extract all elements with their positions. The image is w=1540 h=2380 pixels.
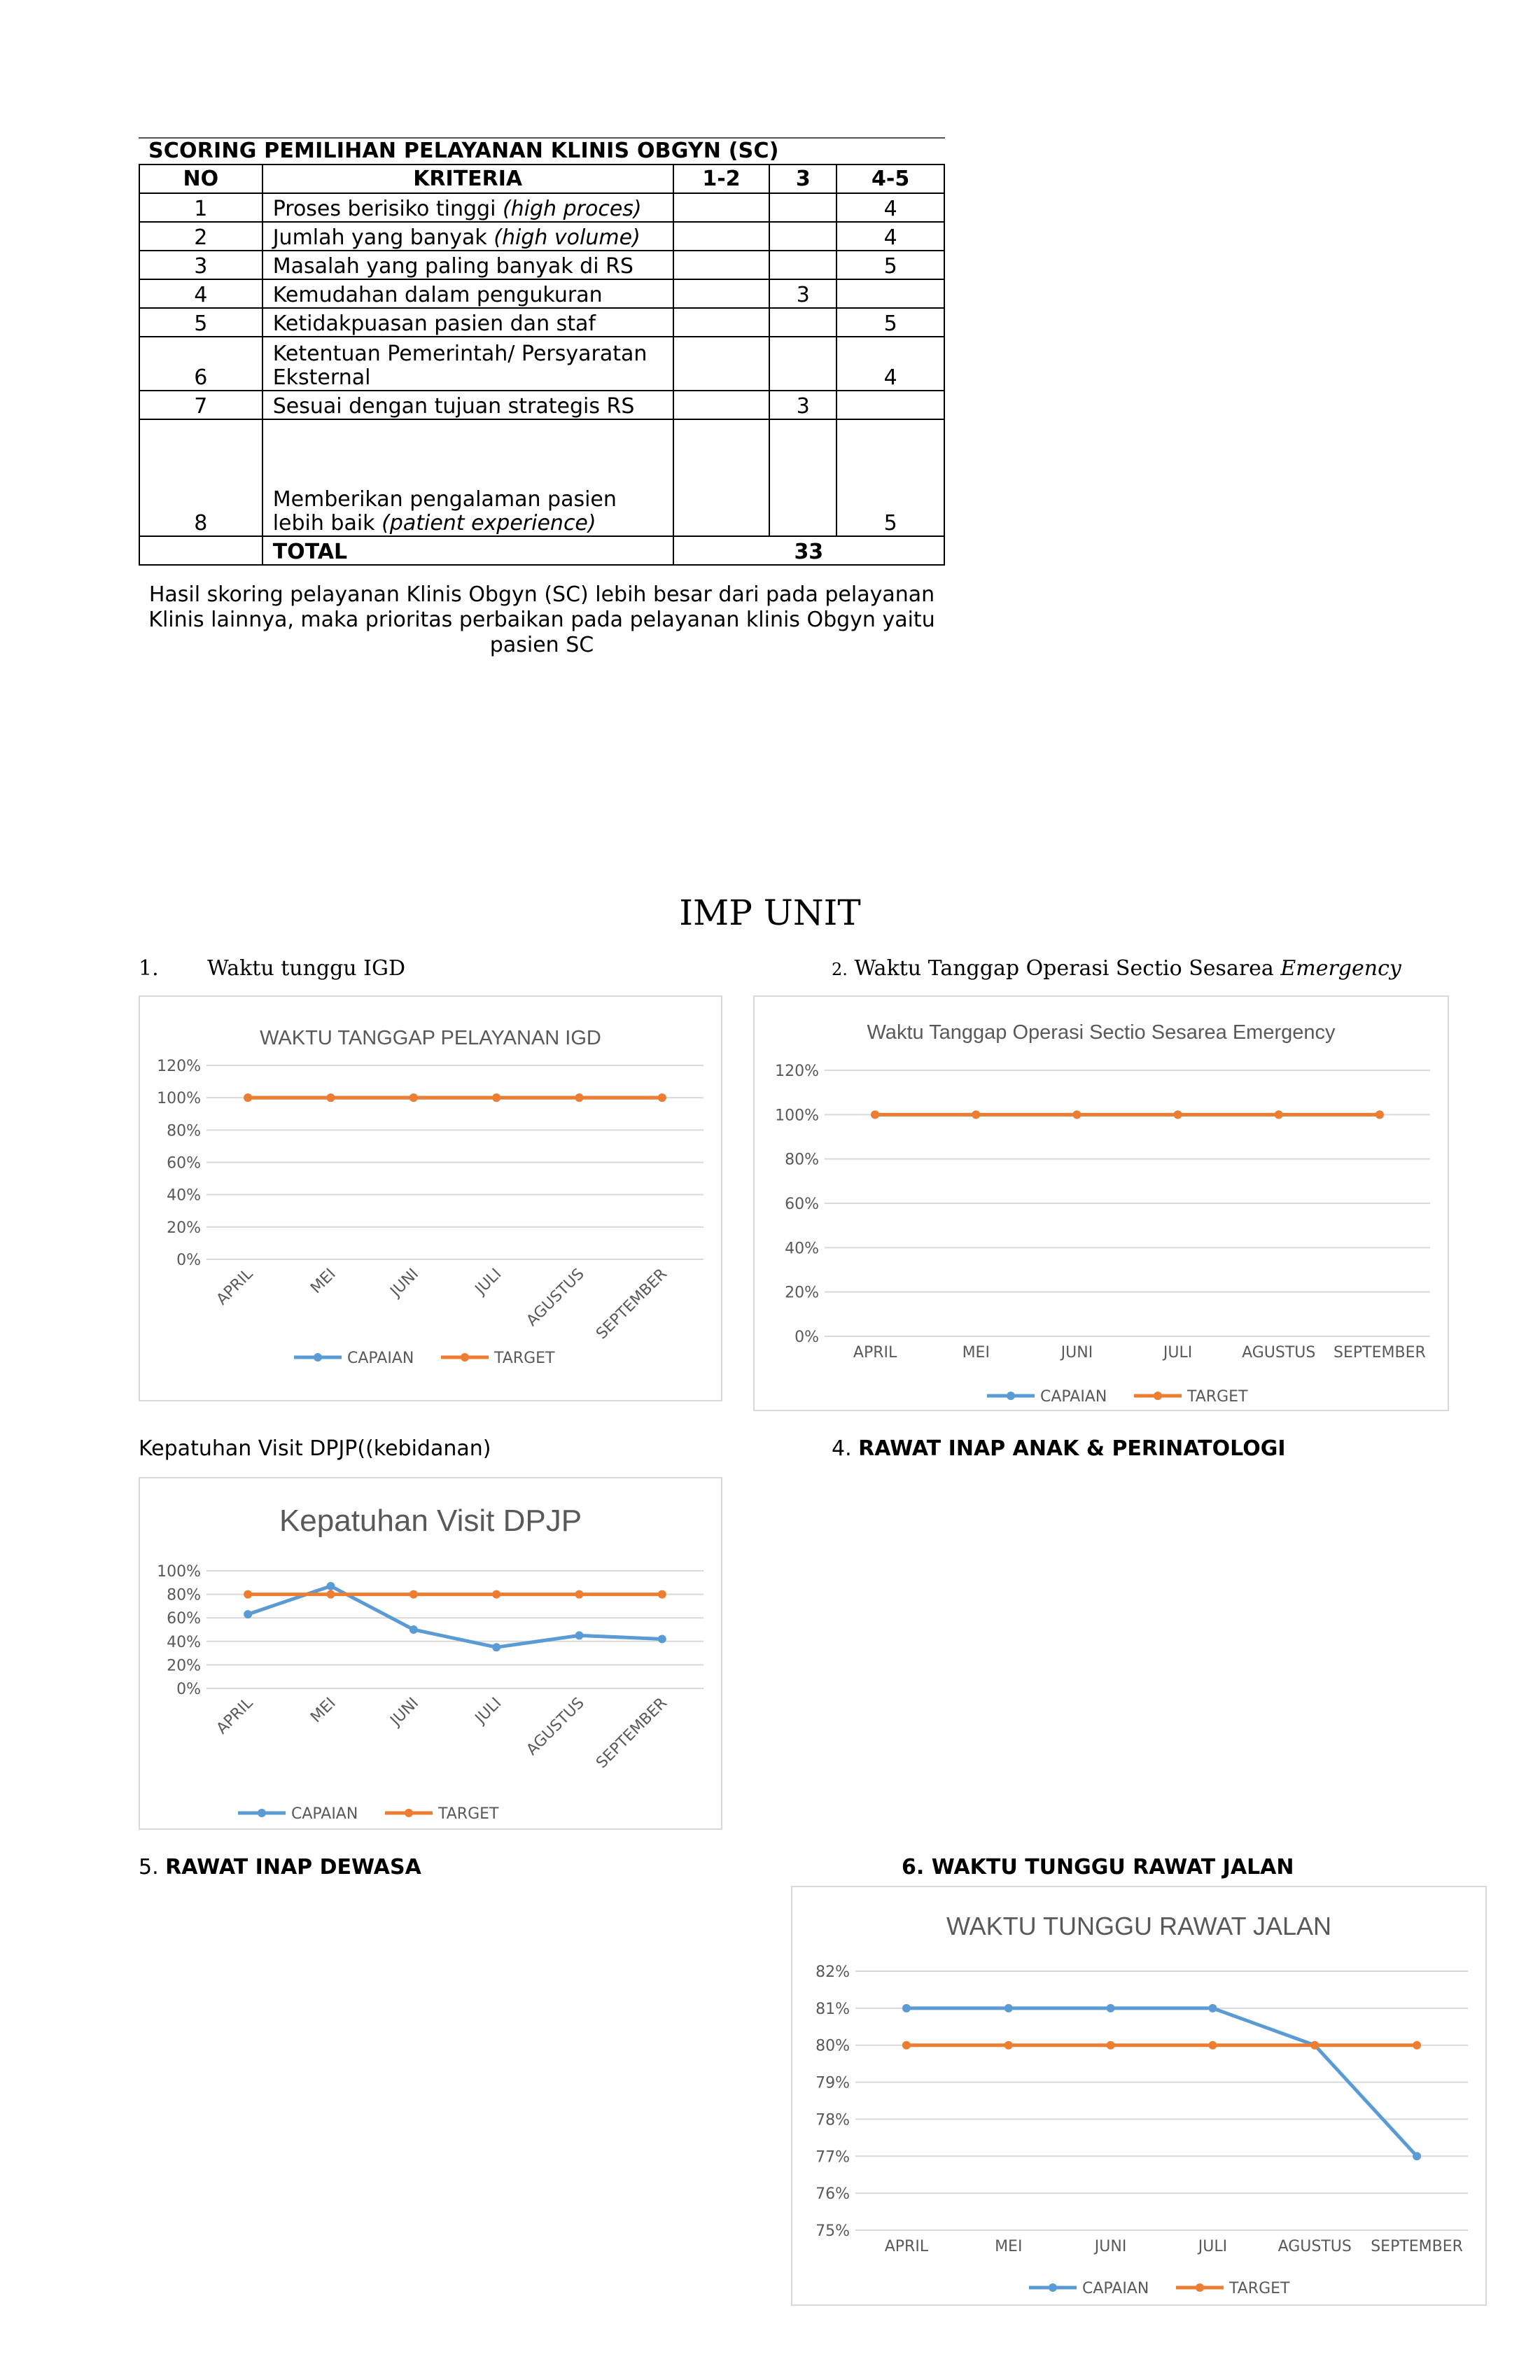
legend-marker-target <box>461 1353 469 1362</box>
scoring-table <box>139 164 945 566</box>
y-tick-label: 0% <box>176 1252 201 1269</box>
y-tick-label: 80% <box>167 1586 201 1604</box>
data-point-capaian <box>902 2004 911 2012</box>
x-tick-label: APRIL <box>213 1694 257 1738</box>
row-no: 7 <box>139 391 262 419</box>
table-row <box>139 308 944 337</box>
x-tick-label: JUNI <box>1094 2238 1127 2255</box>
x-tick-label: AGUSTUS <box>1278 2238 1352 2255</box>
y-tick-label: 60% <box>785 1196 819 1213</box>
y-tick-label: 120% <box>157 1058 201 1075</box>
header-kriteria: KRITERIA <box>262 164 673 193</box>
data-point-target <box>492 1093 500 1102</box>
legend-label-target: TARGET <box>494 1350 555 1367</box>
legend-marker-target <box>1196 2283 1204 2292</box>
row-no: 3 <box>139 251 262 279</box>
row-score-1-2 <box>673 419 770 536</box>
legend-label-target: TARGET <box>1187 1388 1248 1406</box>
data-point-capaian <box>1208 2004 1217 2012</box>
y-tick-label: 78% <box>816 2111 850 2129</box>
header-score-1-2: 1-2 <box>673 164 770 193</box>
data-point-target <box>658 1590 666 1599</box>
data-point-capaian <box>327 1582 335 1590</box>
y-tick-label: 81% <box>816 2000 850 2018</box>
y-tick-label: 60% <box>167 1154 201 1172</box>
data-point-target <box>658 1093 666 1102</box>
legend-label-capaian: CAPAIAN <box>1040 1388 1107 1406</box>
row-kriteria: Memberikan pengalaman pasien lebih baik (patient experience) <box>262 419 673 536</box>
row-score-3: 3 <box>769 391 836 419</box>
legend-marker-target <box>405 1809 413 1817</box>
data-point-target <box>244 1590 252 1599</box>
data-point-capaian <box>244 1610 252 1618</box>
x-tick-label: SEPTEMBER <box>1334 1344 1426 1362</box>
x-tick-label: JUNI <box>387 1265 423 1301</box>
y-tick-label: 75% <box>816 2222 850 2240</box>
row-score-4-5: 5 <box>836 419 944 536</box>
y-tick-label: 60% <box>167 1610 201 1628</box>
data-point-target <box>327 1093 335 1102</box>
row-score-4-5: 5 <box>836 308 944 337</box>
row-kriteria: Kemudahan dalam pengukuran <box>262 279 673 308</box>
y-tick-label: 40% <box>167 1186 201 1205</box>
table-row <box>139 391 944 419</box>
row-kriteria: Jumlah yang banyak (high volume) <box>262 222 673 251</box>
y-tick-label: 20% <box>785 1284 819 1302</box>
data-point-target <box>244 1093 252 1102</box>
caption-2-number: 2. <box>832 960 848 979</box>
y-tick-label: 79% <box>816 2074 850 2092</box>
data-point-target <box>1107 2041 1115 2050</box>
legend-marker-capaian <box>314 1353 322 1362</box>
data-point-capaian <box>1413 2152 1421 2160</box>
data-point-capaian <box>1107 2004 1115 2012</box>
row-score-4-5: 5 <box>836 251 944 279</box>
y-tick-label: 80% <box>167 1122 201 1140</box>
y-tick-label: 100% <box>157 1090 201 1108</box>
data-point-target <box>492 1590 500 1599</box>
row-score-3 <box>769 222 836 251</box>
x-tick-label: MEI <box>307 1694 340 1727</box>
chart-title: Waktu Tanggap Operasi Sectio Sesarea Emergency <box>867 1021 1336 1044</box>
data-point-capaian <box>1004 2004 1013 2012</box>
data-point-target <box>575 1590 584 1599</box>
x-tick-label: JUNI <box>1060 1344 1093 1362</box>
legend-marker-capaian <box>258 1809 266 1817</box>
x-tick-label: APRIL <box>884 2238 929 2255</box>
x-tick-label: AGUSTUS <box>523 1265 588 1330</box>
caption-6: 6. WAKTU TUNGGU RAWAT JALAN <box>902 1855 1294 1879</box>
row-score-1-2 <box>673 308 770 337</box>
row-kriteria: Proses berisiko tinggi (high proces) <box>262 193 673 222</box>
y-tick-label: 40% <box>167 1633 201 1651</box>
total-value: 33 <box>673 536 944 565</box>
row-no: 6 <box>139 337 262 391</box>
x-tick-label: JUNI <box>387 1694 423 1730</box>
scoring-title: SCORING PEMILIHAN PELAYANAN KLINIS OBGYN (SC) <box>148 139 779 163</box>
y-tick-label: 40% <box>785 1240 819 1258</box>
legend-label-target: TARGET <box>438 1805 499 1823</box>
chart-title: WAKTU TANGGAP PELAYANAN IGD <box>260 1027 601 1049</box>
row-score-3 <box>769 419 836 536</box>
y-tick-label: 76% <box>816 2185 850 2204</box>
chart-title: WAKTU TUNGGU RAWAT JALAN <box>946 1912 1332 1940</box>
y-tick-label: 0% <box>794 1329 819 1346</box>
x-tick-label: SEPTEMBER <box>1371 2238 1463 2255</box>
x-tick-label: MEI <box>995 2238 1023 2255</box>
x-tick-label: MEI <box>962 1344 990 1362</box>
row-score-1-2 <box>673 222 770 251</box>
row-score-3 <box>769 308 836 337</box>
row-score-4-5 <box>836 279 944 308</box>
row-no: 8 <box>139 419 262 536</box>
table-row <box>139 337 944 391</box>
legend-label-capaian: CAPAIAN <box>291 1805 358 1823</box>
data-point-target <box>1413 2041 1421 2050</box>
header-score-4-5: 4-5 <box>836 164 944 193</box>
data-point-target <box>410 1590 418 1599</box>
data-point-capaian <box>492 1643 500 1651</box>
y-tick-label: 100% <box>775 1107 819 1125</box>
caption-4: 4. RAWAT INAP ANAK & PERINATOLOGI <box>832 1436 1286 1461</box>
row-score-4-5 <box>836 391 944 419</box>
row-no: 1 <box>139 193 262 222</box>
data-point-target <box>1208 2041 1217 2050</box>
chart-sc-emergency <box>753 995 1449 1411</box>
caption-3: Kepatuhan Visit DPJP((kebidanan) <box>139 1436 491 1461</box>
row-kriteria: Masalah yang paling banyak di RS <box>262 251 673 279</box>
row-score-3 <box>769 251 836 279</box>
data-point-capaian <box>575 1631 584 1639</box>
legend-marker-capaian <box>1049 2283 1057 2292</box>
y-tick-label: 0% <box>176 1681 201 1698</box>
row-score-1-2 <box>673 337 770 391</box>
chart-igd <box>139 995 722 1401</box>
y-tick-label: 77% <box>816 2148 850 2166</box>
row-score-1-2 <box>673 193 770 222</box>
legend-label-target: TARGET <box>1229 2280 1290 2297</box>
row-score-3 <box>769 337 836 391</box>
y-tick-label: 80% <box>816 2037 850 2055</box>
data-point-target <box>871 1110 879 1119</box>
row-no: 2 <box>139 222 262 251</box>
row-score-3 <box>769 193 836 222</box>
x-tick-label: SEPTEMBER <box>593 1694 671 1772</box>
row-score-3: 3 <box>769 279 836 308</box>
header-no: NO <box>139 164 262 193</box>
legend-label-capaian: CAPAIAN <box>347 1350 414 1367</box>
data-point-target <box>575 1093 584 1102</box>
row-no: 5 <box>139 308 262 337</box>
x-tick-label: JULI <box>1163 1344 1193 1362</box>
data-point-target <box>1376 1110 1384 1119</box>
caption-2: 2. Waktu Tanggap Operasi Sectio Sesarea Emergency <box>832 956 1401 981</box>
row-kriteria: Ketidakpuasan pasien dan staf <box>262 308 673 337</box>
x-tick-label: AGUSTUS <box>1242 1344 1316 1362</box>
row-score-1-2 <box>673 391 770 419</box>
x-tick-label: JULI <box>1198 2238 1228 2255</box>
y-tick-label: 100% <box>157 1563 201 1581</box>
row-score-1-2 <box>673 251 770 279</box>
row-score-4-5: 4 <box>836 193 944 222</box>
table-row <box>139 279 944 308</box>
x-tick-label: APRIL <box>853 1344 897 1362</box>
chart-rawat-jalan <box>791 1886 1487 2306</box>
x-tick-label: APRIL <box>213 1265 257 1309</box>
x-tick-label: JULI <box>472 1694 505 1728</box>
caption-1: Waktu tunggu IGD <box>207 956 406 981</box>
chart-visit-dpjp <box>139 1477 722 1830</box>
row-no: 4 <box>139 279 262 308</box>
total-empty-cell <box>139 536 262 565</box>
total-label: TOTAL <box>262 536 673 565</box>
caption-5: 5. RAWAT INAP DEWASA <box>139 1855 421 1879</box>
header-score-3: 3 <box>769 164 836 193</box>
y-tick-label: 20% <box>167 1657 201 1675</box>
row-kriteria: Ketentuan Pemerintah/ Persyaratan Eksternal <box>262 337 673 391</box>
y-tick-label: 120% <box>775 1063 819 1080</box>
x-tick-label: JULI <box>472 1265 505 1298</box>
data-point-target <box>1275 1110 1283 1119</box>
data-point-target <box>1310 2041 1319 2050</box>
x-tick-label: MEI <box>307 1265 340 1298</box>
x-tick-label: SEPTEMBER <box>593 1265 671 1343</box>
table-total-row <box>139 536 944 565</box>
data-point-target <box>902 2041 911 2050</box>
legend-marker-target <box>1154 1392 1162 1400</box>
row-score-4-5: 4 <box>836 222 944 251</box>
table-row <box>139 193 944 222</box>
y-tick-label: 80% <box>785 1151 819 1169</box>
chart-title: Kepatuhan Visit DPJP <box>279 1504 582 1538</box>
data-point-capaian <box>658 1634 666 1643</box>
data-point-capaian <box>410 1625 418 1634</box>
row-kriteria: Sesuai dengan tujuan strategis RS <box>262 391 673 419</box>
table-row <box>139 419 944 536</box>
data-point-target <box>410 1093 418 1102</box>
data-point-target <box>1174 1110 1182 1119</box>
table-header-row <box>139 164 944 193</box>
row-score-1-2 <box>673 279 770 308</box>
data-point-target <box>1072 1110 1081 1119</box>
x-tick-label: AGUSTUS <box>523 1694 588 1759</box>
data-point-target <box>972 1110 980 1119</box>
table-row <box>139 222 944 251</box>
legend-label-capaian: CAPAIAN <box>1082 2280 1149 2297</box>
y-tick-label: 82% <box>816 1963 850 1981</box>
imp-title: IMP UNIT <box>679 892 861 933</box>
row-score-4-5: 4 <box>836 337 944 391</box>
table-row <box>139 251 944 279</box>
data-point-target <box>327 1590 335 1599</box>
y-tick-label: 20% <box>167 1219 201 1237</box>
caption-1-number: 1. <box>139 956 159 981</box>
legend-marker-capaian <box>1007 1392 1015 1400</box>
scoring-note: Hasil skoring pelayanan Klinis Obgyn (SC) lebih besar dari pada pelayanan Klinis lainnya, maka prioritas perbaikan pada pelayanan klinis Obgyn yaitu pasien SC <box>148 582 935 657</box>
data-point-target <box>1004 2041 1013 2050</box>
